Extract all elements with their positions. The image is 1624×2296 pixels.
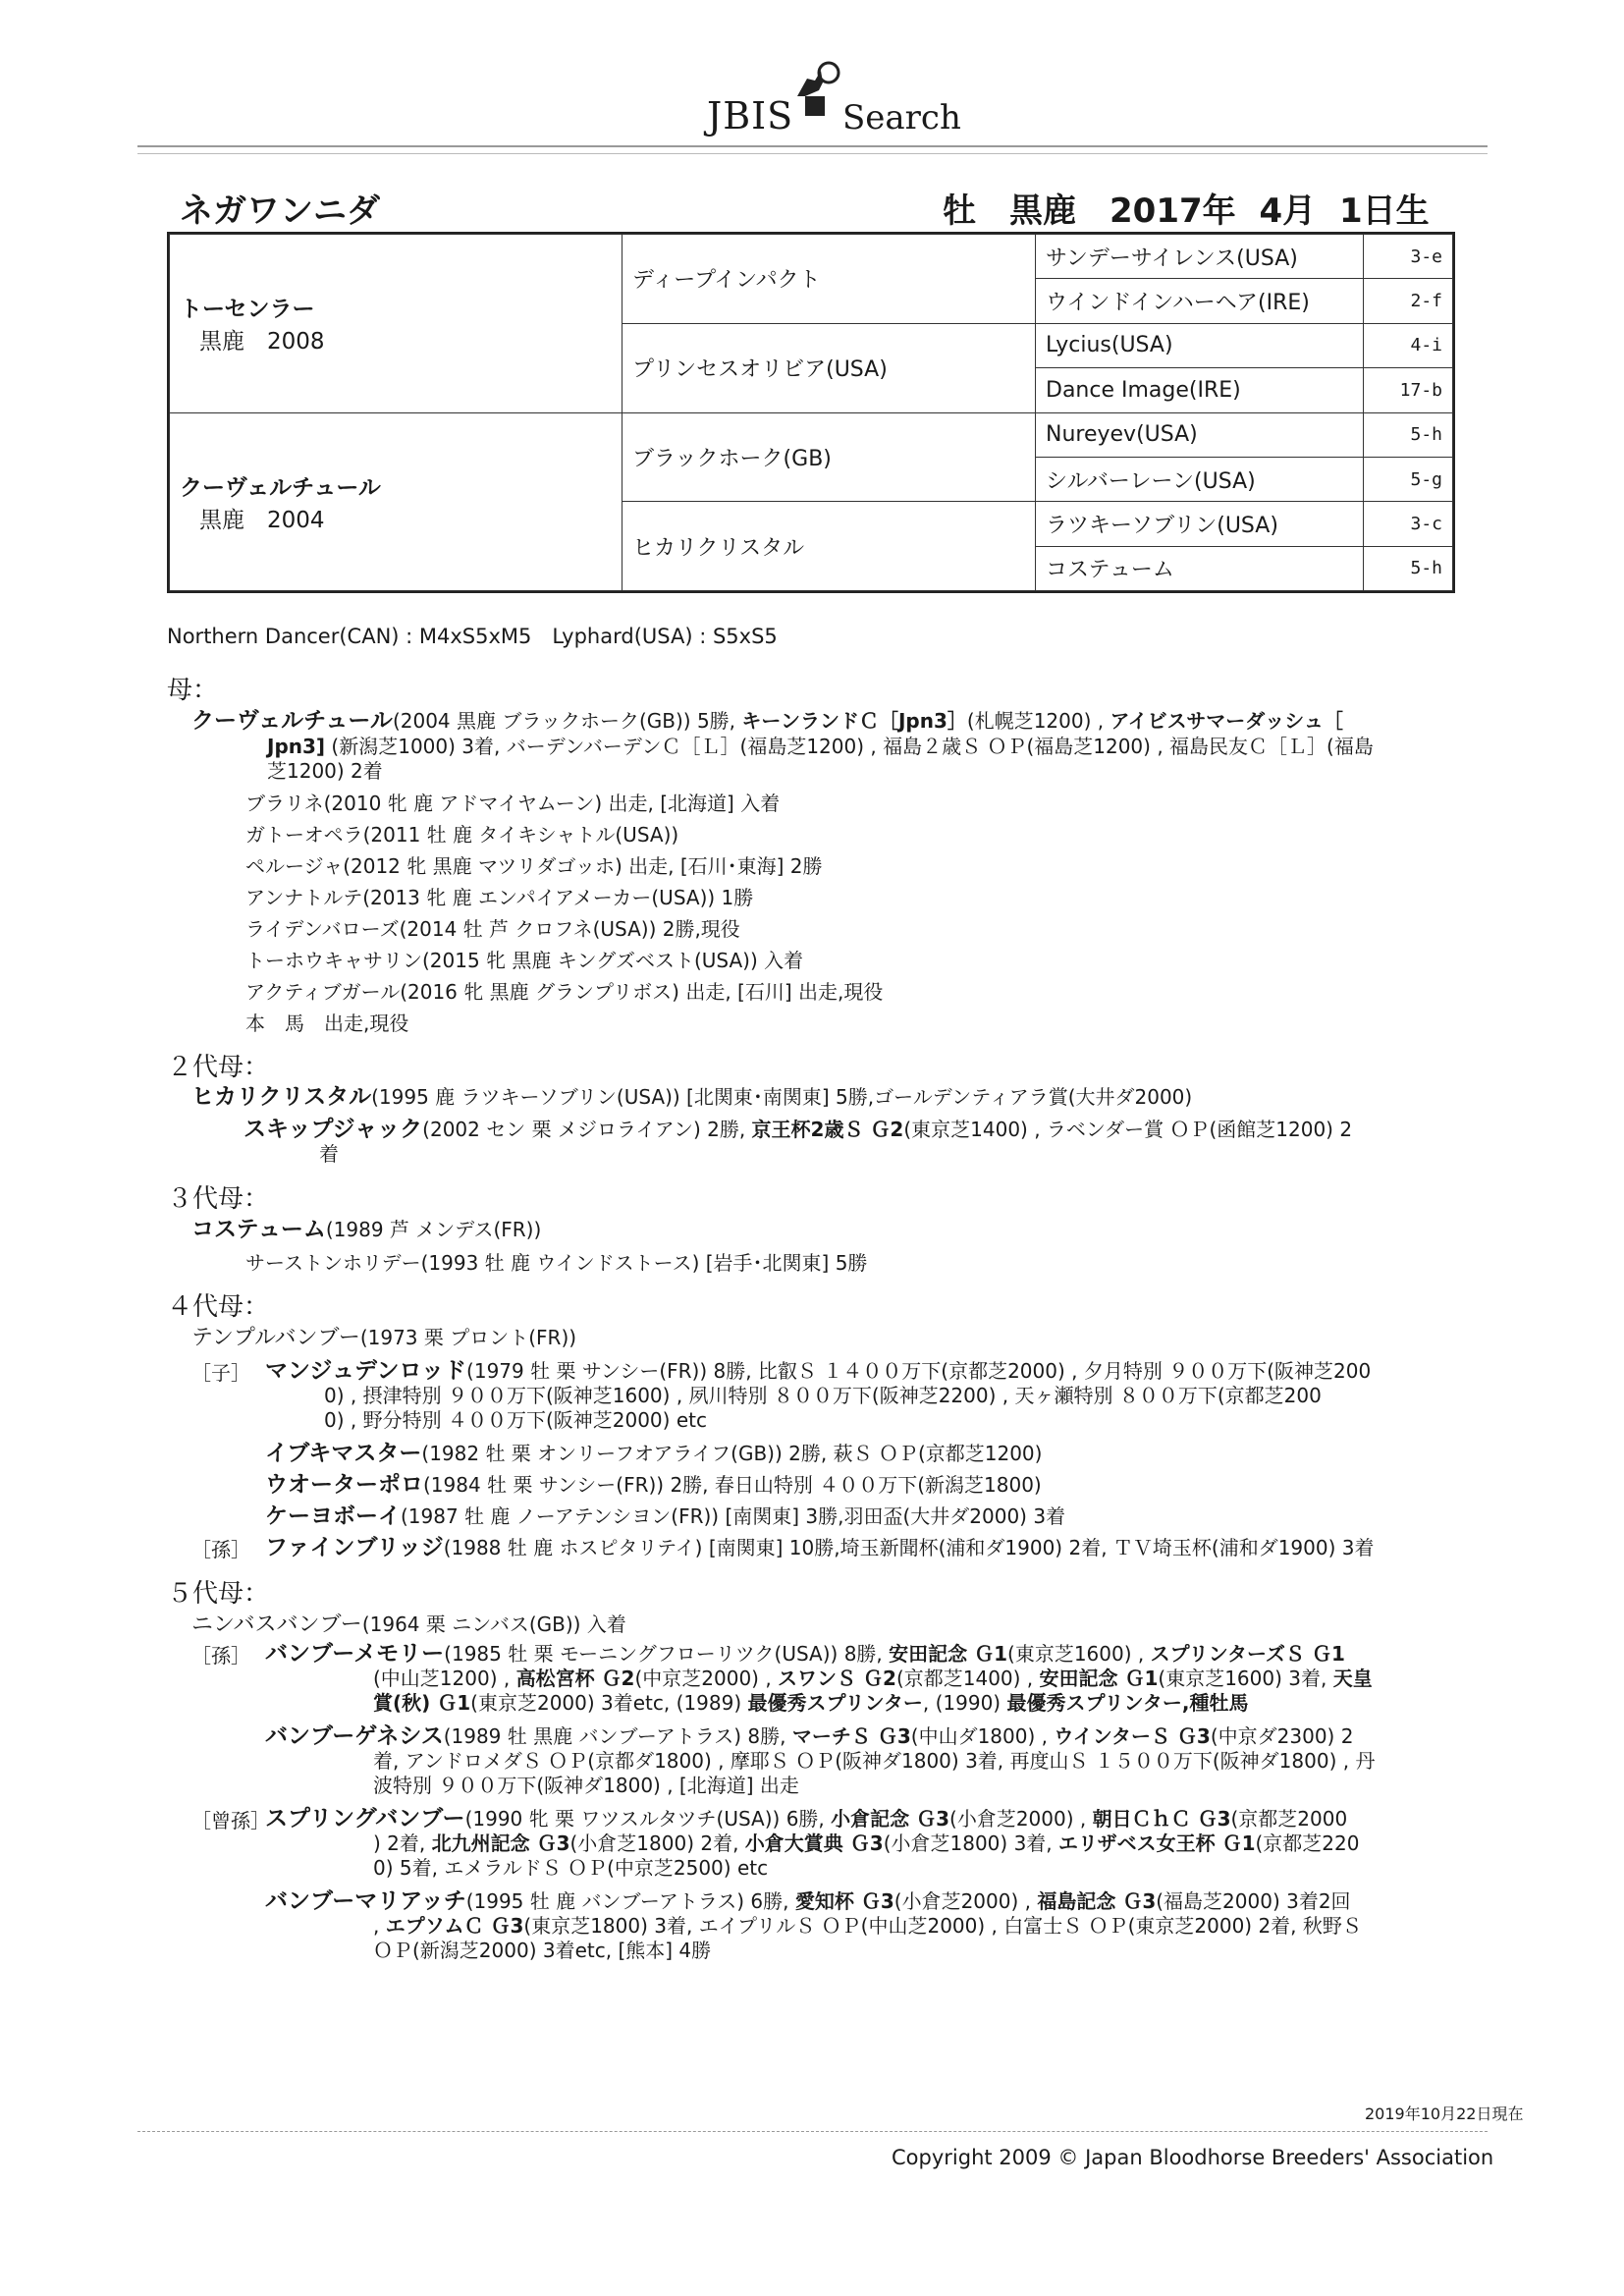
section-gen5: ５代母： [167,1579,270,1609]
race: 小倉記念 Ｇ3 [831,1807,950,1831]
t: (中京ダ2300) 2 [1210,1724,1354,1748]
as-of-date: 2019年10月22日現在 [1365,2105,1524,2123]
gen5-desc-name: バンブーゲネシス [265,1723,444,1749]
offspring-item: アンナトルテ(2013 牝 鹿 エンパイアメーカー(USA)) 1勝 [245,886,754,909]
gen2-child-race: 京王杯2歳Ｓ Ｇ2 [751,1118,904,1141]
race: エリザベス女王杯 Ｇ1 [1058,1831,1256,1855]
gen3-line [191,1218,541,1242]
offspring-item: トーホウキャサリン(2015 牝 黒鹿 キングズベスト(USA)) 入着 [245,949,804,972]
gen3-name: ウインドインハーヘア(IRE) [1036,279,1364,323]
offspring-item: ブラリネ(2010 牝 鹿 アドマイヤムーン) 出走, [北海道] 入着 [245,792,781,815]
gen5-desc-4-line-1 [265,1889,1351,1914]
gen2-child-line-2: 着 [319,1142,339,1166]
gen4-child-name: マンジュデンロッド [265,1358,467,1384]
t: (中山芝1200) , [373,1667,516,1690]
family-code: 2-f [1364,279,1453,323]
gen4-child-4 [265,1504,1065,1529]
gen5-line [191,1613,626,1637]
section-gen4: ４代母： [167,1292,270,1322]
family-code: 3-c [1364,502,1453,546]
mother-line-2 [267,735,1374,759]
gen2-child-text: (2002 セン 栗 メジロライアン) 2勝, [422,1118,752,1141]
gen4-line [191,1326,576,1350]
t: , [373,1914,386,1938]
gen4-child-text: (1987 牡 鹿 ノーアテンシヨン(FR)) [南関東] 3勝,羽田盃(大井ダ2000) 3着 [401,1504,1066,1528]
t: (京都芝2000 [1230,1807,1348,1831]
race: 北九州記念 Ｇ3 [431,1831,570,1855]
gen4-child-name: イブキマスター [265,1441,422,1466]
gen3-name: Dance Image(IRE) [1036,368,1364,412]
gen5-desc-2-line-1 [265,1724,1353,1749]
gen5-desc-1-line-2 [373,1667,1373,1691]
race: 安田記念 Ｇ1 [1039,1667,1159,1690]
race: 朝日ＣｈＣ Ｇ3 [1092,1807,1231,1831]
t: (東京芝1600) 3着, [1158,1667,1333,1690]
mother-name: クーヴェルチュール [191,708,393,734]
dam-detail: 黒鹿 2004 [199,507,325,533]
gen3-name: Lycius(USA) [1036,323,1364,367]
gen5-desc-4-line-2 [373,1914,1362,1939]
t: (福島芝2000) 3着2回 [1156,1889,1351,1913]
tag-great-grandchild: ［曾孫］ [191,1809,270,1832]
race: ウインターＳ Ｇ3 [1054,1724,1211,1748]
sire-sire: ディープインパクト [623,235,1036,324]
gen2-line [191,1085,1192,1110]
section-gen3: ３代母： [167,1184,270,1214]
t: (東京芝1800) 3着, エイプリルＳ ＯＰ(中山芝2000) , 白富士Ｓ ＯＰ(東京芝2000) 2着, 秋野Ｓ [523,1914,1362,1938]
gen4-grandchild-name: ファインブリッジ [265,1535,444,1560]
mother-race: Jpn3] [267,735,326,758]
sire-detail: 黒鹿 2008 [199,329,325,355]
gen2-child-text: (東京芝1400) , ラベンダー賞 ＯＰ(函館芝1200) 2 [903,1118,1353,1141]
race: 小倉大賞典 Ｇ3 [744,1831,884,1855]
gen2-child-line-1 [244,1118,1352,1142]
t: (1990 牝 栗 ワツスルタツチ(USA)) 6勝, [464,1807,832,1831]
horse-name: ネガワンニダ [180,191,380,231]
t: (1995 牡 鹿 バンブーアトラス) 6勝, [465,1889,795,1913]
family-code: 17-b [1364,368,1453,412]
t: (中京芝2000) , [634,1667,779,1690]
dam-sire: ブラックホーク(GB) [623,412,1036,502]
race: 福島記念 Ｇ3 [1037,1889,1157,1913]
header-divider [137,145,1488,154]
t: ) 2着, [373,1831,432,1855]
mother-line-1 [191,709,1343,734]
copyright: Copyright 2009 © Japan Bloodhorse Breeders' Association [892,2146,1494,2169]
pedigree-table [167,232,1455,593]
t: (小倉芝2000) , [893,1889,1038,1913]
offspring-item: ライデンバローズ(2014 牡 芦 クロフネ(USA)) 2勝,現役 [245,917,740,941]
sire-name: トーセンラー [180,297,315,323]
race: マーチＳ Ｇ3 [791,1724,911,1748]
family-code: 3-e [1364,235,1453,279]
inbreeding-note: Northern Dancer(CAN) : M4xS5xM5 Lyphard(USA) : S5xS5 [167,625,778,648]
gen3-name: コステューム [191,1217,326,1242]
mother-text: (2004 黒鹿 ブラックホーク(GB)) 5勝, [392,709,742,733]
award: 最優秀スプリンター,種牡馬 [1006,1691,1249,1715]
mother-text: (札幌芝1200) , [966,709,1110,733]
gen2-child-name: スキップジャック [244,1117,423,1142]
logo-search-text: Search [842,98,961,137]
gen4-child-text: (1984 牡 栗 サンシー(FR)) 2勝, 春日山特別 ４００万下(新潟芝1800) [423,1473,1042,1497]
race: エプソムＣ Ｇ3 [385,1914,524,1938]
tag-child: ［子］ [191,1361,250,1385]
mother-line-3: 芝1200) 2着 [267,759,383,783]
offspring-item: 本 馬 出走,現役 [245,1011,409,1035]
gen5-desc-4-line-3: ＯＰ(新潟芝2000) 3着etc, [熊本] 4勝 [373,1939,712,1962]
dam-dam: ヒカリクリスタル [623,502,1036,591]
gen5-desc-name: バンブーマリアッチ [265,1888,466,1914]
section-mother: 母： [167,676,219,705]
t: , (1990) [922,1691,1007,1715]
gen5-desc-name: スプリングバンブー [265,1806,465,1831]
offspring-item: アクティブガール(2016 牝 黒鹿 グランプリボス) 出走, [石川] 出走,現役 [245,980,884,1004]
gen4-child-name: ケーヨボーイ [265,1503,401,1529]
gen5-desc-3-line-2 [373,1831,1359,1856]
jbis-search-logo [707,57,961,145]
gen4-child-2 [265,1442,1042,1466]
gen4-child-text: (1982 牡 栗 オンリーフオアライフ(GB)) 2勝, 萩Ｓ ＯＰ(京都芝1200) [421,1442,1043,1465]
family-code: 5-g [1364,457,1453,501]
dam-name: クーヴェルチュール [180,474,381,501]
family-code: 5-h [1364,412,1453,457]
logo-jbis-text: JBIS [707,94,794,137]
footer-divider [137,2131,1488,2132]
t: (東京芝1600) , [1007,1642,1151,1666]
t: (東京芝2000) 3着etc, (1989) [470,1691,748,1715]
gen4-child-text: (1979 牡 栗 サンシー(FR)) 8勝, 比叡Ｓ １４００万下(京都芝2000) , 夕月特別 ９００万下(阪神芝200 [466,1359,1372,1383]
gen5-desc-2-line-2: 着, アンドロメダＳ ＯＰ(京都ダ1800) , 摩耶Ｓ ＯＰ(阪神ダ1800) 3着, 再度山Ｓ １５００万下(阪神ダ1800) , 丹 [373,1749,1376,1773]
race: 愛知杯 Ｇ3 [794,1889,894,1913]
gen4-child-1-line-1 [265,1359,1371,1384]
race: 高松宮杯 Ｇ2 [515,1667,635,1690]
gen4-child-1-line-2: 0) , 摂津特別 ９００万下(阪神芝1600) , 夙川特別 ８００万下(阪神芝2200) , 天ヶ瀬特別 ８００万下(京都芝200 [324,1384,1322,1407]
t: (1985 牡 栗 モーニングフローリツク(USA)) 8勝, [444,1642,890,1666]
gen2-detail: (1995 鹿 ラツキーソブリン(USA)) [北関東･南関東] 5勝,ゴールデンティアラ賞(大井ダ2000) [371,1085,1193,1109]
gen3-name: コステューム [1036,546,1364,590]
family-code: 5-h [1364,546,1453,590]
gen3-name: ラツキーソブリン(USA) [1036,502,1364,546]
race: スプリンターズＳ Ｇ1 [1150,1642,1345,1666]
horse-sex-color-birthdate: 牡 黒鹿 2017年 4月 1日生 [943,191,1430,231]
t: (中山ダ1800) , [910,1724,1055,1748]
family-code: 4-i [1364,323,1453,367]
sire-cell [170,235,623,413]
gen3-detail: (1989 芦 メンデス(FR)) [325,1218,542,1241]
t: (京都芝1400) , [895,1667,1040,1690]
gen2-name: ヒカリクリスタル [191,1084,372,1110]
gen4-name: テンプルバンブー [191,1326,360,1350]
tag-grandchild: ［孫］ [191,1538,250,1561]
mother-race: キーンランドＣ［Jpn3］ [741,709,967,733]
gen5-name: ニンバスバンブー [191,1613,362,1637]
mother-text: (新潟芝1000) 3着, バーデンバーデンＣ［Ｌ］(福島芝1200) , 福島２歳Ｓ ＯＰ(福島芝1200) , 福島民友Ｃ［Ｌ］(福島 [325,735,1374,758]
gen4-grandchild-text: (1988 牡 鹿 ホスピタリテイ) [南関東] 10勝,埼玉新聞杯(浦和ダ1900) 2着, ＴＶ埼玉杯(浦和ダ1900) 3着 [443,1536,1375,1559]
gen5-desc-1-line-1 [265,1642,1345,1667]
gen5-desc-3-line-3: 0) 5着, エメラルドＳ ＯＰ(中京芝2500) etc [373,1856,769,1880]
race: 賞(秋) Ｇ1 [373,1691,471,1715]
gen4-detail: (1973 栗 プロント(FR)) [359,1326,577,1349]
dam-cell [170,412,623,591]
t: (京都芝220 [1255,1831,1360,1855]
race: スワンＳ Ｇ2 [778,1667,896,1690]
gen5-desc-2-line-3: 波特別 ９００万下(阪神ダ1800) , [北海道] 出走 [373,1774,799,1797]
sire-dam: プリンセスオリビア(USA) [623,323,1036,412]
gen3-name: シルバーレーン(USA) [1036,457,1364,501]
gen5-detail: (1964 栗 ニンバス(GB)) 入着 [361,1613,626,1636]
t: (小倉芝1800) 2着, [569,1831,745,1855]
tag-grandchild: ［孫］ [191,1644,250,1667]
t: (1989 牡 黒鹿 バンブーアトラス) 8勝, [443,1724,792,1748]
t: (小倉芝1800) 3着, [883,1831,1059,1855]
race: 安田記念 Ｇ1 [889,1642,1008,1666]
t: (小倉芝2000) , [949,1807,1093,1831]
offspring-item: ガトーオペラ(2011 牡 鹿 タイキシャトル(USA)) [245,823,679,847]
gen3-name: Nureyev(USA) [1036,412,1364,457]
gen5-desc-3-line-1 [265,1807,1347,1831]
gen4-child-3 [265,1473,1042,1498]
mother-race: アイビスサマーダッシュ［ [1110,709,1343,733]
award: 最優秀スプリンター [747,1691,923,1715]
gen5-desc-1-line-3 [373,1691,1248,1716]
gen4-child-name: ウオーターポロ [265,1472,423,1498]
gen3-child: サーストンホリデー(1993 牡 鹿 ウインドストース) [岩手･北関東] 5勝 [245,1251,868,1275]
offspring-item: ペルージャ(2012 牝 黒鹿 マツリダゴッホ) 出走, [石川･東海] 2勝 [245,854,823,878]
gen5-desc-name: バンブーメモリー [265,1641,445,1667]
gen4-child-1-line-3: 0) , 野分特別 ４００万下(阪神芝2000) etc [324,1408,707,1432]
section-gen2: ２代母： [167,1053,270,1082]
gen3-name: サンデーサイレンス(USA) [1036,235,1364,279]
race: 天皇 [1332,1667,1373,1690]
gen4-grandchild [265,1536,1375,1560]
